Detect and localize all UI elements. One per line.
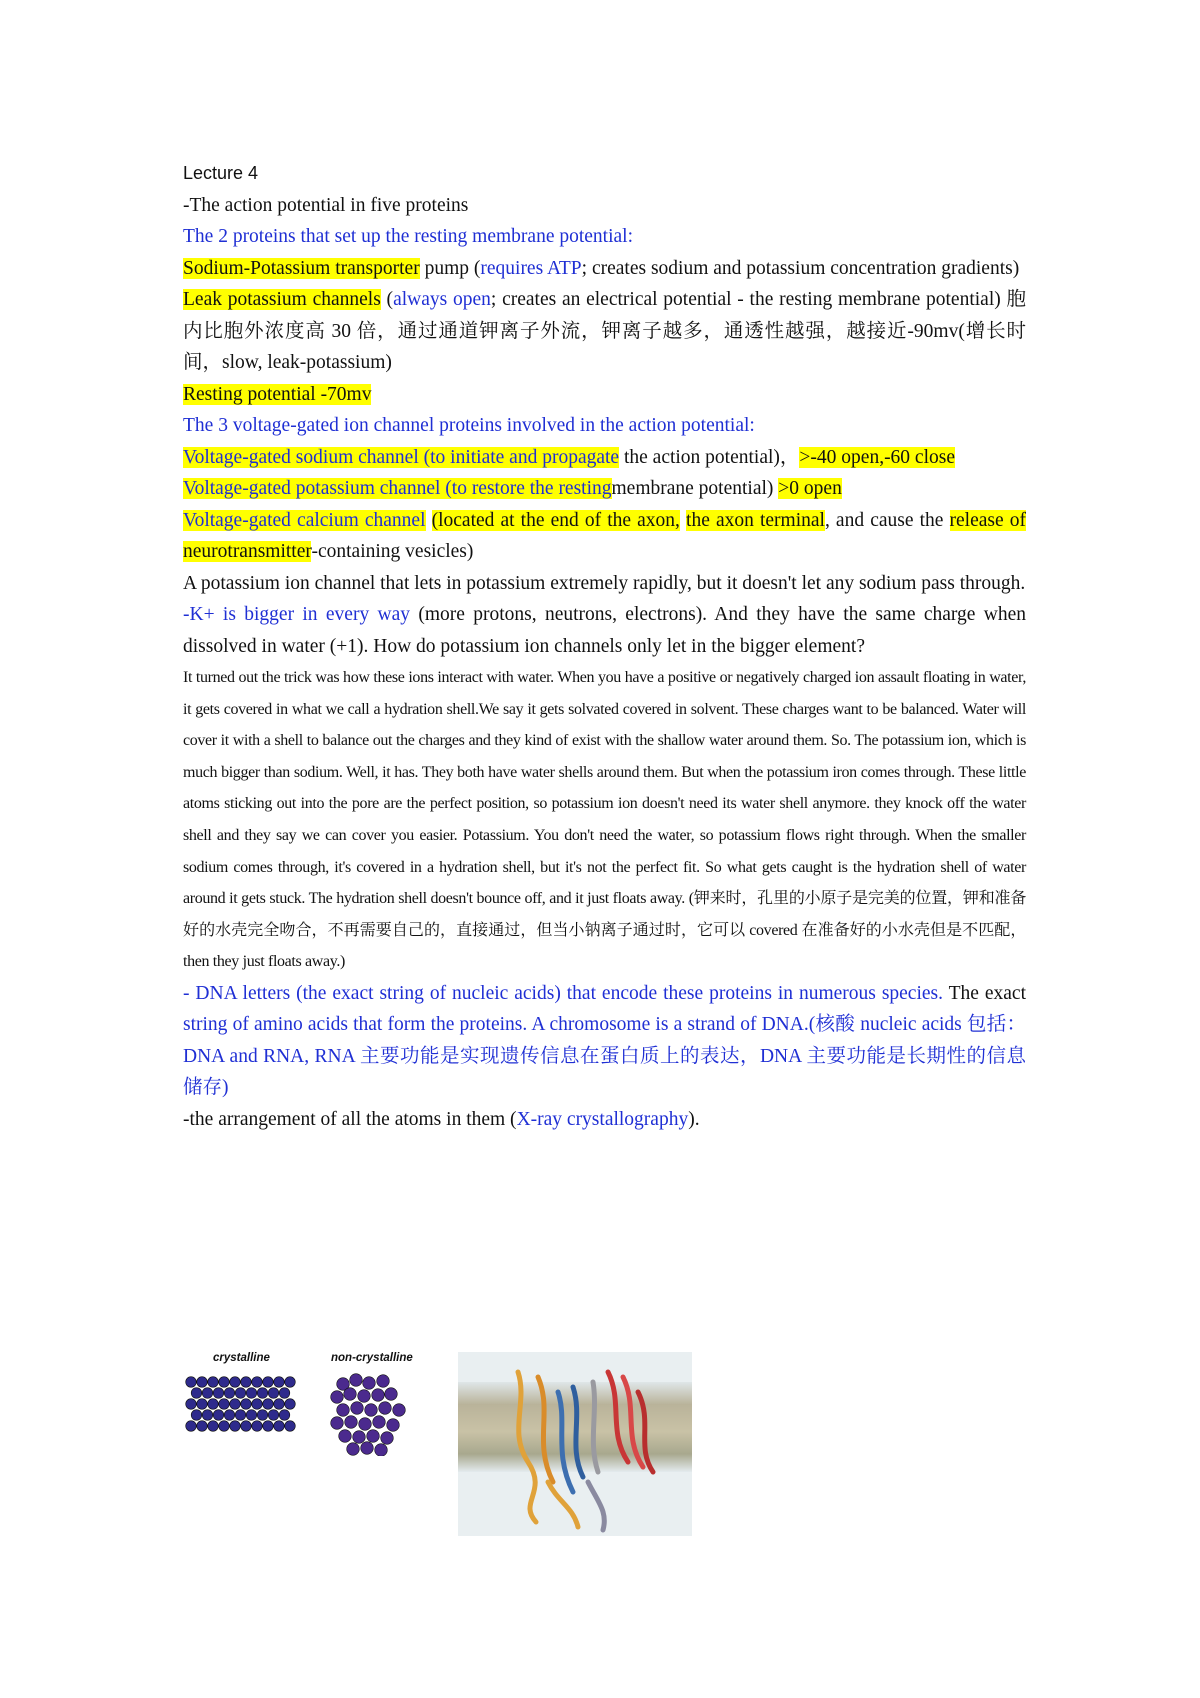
crystalline-atom — [235, 1388, 246, 1399]
non-crystalline-atom — [331, 1391, 344, 1404]
vg-potassium-name: Voltage-gated potassium channel (to restore the resting — [183, 478, 612, 499]
crystalline-atom — [186, 1377, 197, 1388]
crystalline-atom — [219, 1399, 230, 1410]
non-crystalline-atom — [339, 1430, 352, 1443]
crystalline-atom — [241, 1399, 252, 1410]
crystalline-atom — [274, 1421, 285, 1432]
crystalline-atom — [257, 1410, 268, 1421]
lecture-title: Lecture 4 — [183, 163, 259, 183]
dna-amino: string of amino acids that form the proteins. A chromosome is a strand of DNA.(核酸 nucleic acids 包括：DNA and RNA, RNA 主要功能是实现遗传信息在蛋白质上的表达，DNA 主要功能是长期性的信息储存) — [183, 1014, 1026, 1099]
crystalline-atom — [224, 1410, 235, 1421]
crystalline-atom — [230, 1399, 241, 1410]
resting-potential: Resting potential -70mv — [183, 383, 372, 405]
crystalline-atom — [263, 1377, 274, 1388]
vg-calcium-vesicles: -containing vesicles) — [311, 541, 474, 562]
non-crystalline-atom — [345, 1416, 358, 1429]
crystalline-atom — [219, 1377, 230, 1388]
non-crystalline-atom — [379, 1402, 392, 1415]
non-crystalline-atom — [353, 1431, 366, 1444]
non-crystalline-label: non-crystalline — [331, 1352, 413, 1364]
non-crystalline-atom — [350, 1374, 363, 1387]
vg-calcium-release: release of neurotransmitter — [183, 509, 1026, 562]
crystalline-atom — [241, 1377, 252, 1388]
vg-sodium-paragraph — [183, 442, 1026, 474]
crystalline-atom — [208, 1377, 219, 1388]
crystalline-atom — [186, 1421, 197, 1432]
crystalline-atom — [224, 1388, 235, 1399]
hydration-explanation: It turned out the trick was how these ions interact with water. When you have a positive or negatively charged ion assault floating in water, it gets covered in what we call a hydration shell.We say it gets solvated covered in solvent. These charges want to be balanced. Water will cover it with a shell to balance out the charges and they kind of exist with the shallow water around them. So. The potassium ion, which is much bigger than sodium. Well, it has. They both have water shells around them. But when the potassium iron comes through. These little atoms sticking out into the pore are the perfect position, so potassium ion doesn't need its water shell anymore. they knock off the water shell and they say we can cover you easier. Potassium. You don't need the water, so potassium flows right through. When the smaller sodium comes through, it's covered in a hydration shell, but it's not the perfect fit. So what gets caught is the hydration shell of water around it gets stuck. The hydration shell doesn't bounce off, and it just floats away. (钾来时，孔里的小原子是完美的位置，钾和准备好的水壳完全吻合，不再需要自己的，直接通过，但当小钠离子通过时，它可以 covered 在准备好的小水壳但是不匹配，then they just floats away.) — [183, 669, 1026, 971]
non-crystalline-atom — [377, 1375, 390, 1388]
vg-calcium-location: (located at the end of the axon, — [431, 509, 680, 531]
vg-calcium-name: Voltage-gated calcium channel — [183, 509, 426, 531]
leak-open-pre: ( — [380, 289, 394, 310]
crystalline-atoms — [186, 1377, 296, 1432]
crystalline-atom — [197, 1421, 208, 1432]
xray-crystallography: X-ray crystallography — [516, 1108, 689, 1130]
crystalline-atom — [279, 1410, 290, 1421]
arrangement-end: ). — [688, 1108, 700, 1130]
non-crystalline-atom — [393, 1404, 406, 1417]
vg-calcium-terminal: the axon terminal — [686, 509, 825, 531]
pump-requires: requires ATP — [480, 257, 582, 279]
arrangement-paragraph — [183, 1104, 1026, 1136]
arrangement-text: -the arrangement of all the atoms in them ( — [183, 1108, 517, 1130]
crystalline-atom — [219, 1421, 230, 1432]
non-crystalline-atom — [381, 1432, 394, 1445]
non-crystalline-atom — [351, 1402, 364, 1415]
crystalline-atom — [263, 1399, 274, 1410]
crystalline-atom — [191, 1410, 202, 1421]
crystalline-atom — [213, 1410, 224, 1421]
pump-rest: ; creates sodium and potassium concentration gradients) — [581, 257, 1020, 279]
non-crystalline-atom — [375, 1444, 388, 1456]
crystalline-atom — [230, 1377, 241, 1388]
k-bigger-rest: (more protons, neutrons, electrons). And they have the same charge when dissolved in water (+1). How do potassium ion channels only let in the bigger element? — [183, 604, 1026, 657]
crystalline-atom — [246, 1410, 257, 1421]
leak-paragraph — [183, 284, 1026, 379]
crystalline-atom — [263, 1421, 274, 1432]
pump-paragraph — [183, 253, 1026, 285]
crystalline-label: crystalline — [213, 1352, 270, 1364]
non-crystalline-diagram — [323, 1370, 415, 1456]
vg-sodium-threshold: >-40 open,-60 close — [799, 446, 956, 468]
vg-sodium-name: Voltage-gated sodium channel (to initiate and propagate — [183, 446, 620, 468]
non-crystalline-atom — [363, 1377, 376, 1390]
non-crystalline-atom — [387, 1419, 400, 1432]
vg-potassium-paragraph — [183, 473, 1026, 505]
crystalline-atom — [197, 1399, 208, 1410]
crystalline-atom — [202, 1410, 213, 1421]
crystalline-atom — [279, 1388, 290, 1399]
non-crystalline-atom — [344, 1388, 357, 1401]
dna-letters: - DNA letters (the exact string of nucleic acids) that encode these proteins in numerous species. — [183, 982, 944, 1004]
crystalline-diagram — [183, 1374, 298, 1440]
crystalline-atom — [230, 1421, 241, 1432]
dna-paragraph — [183, 978, 1026, 1104]
pump-word: pump ( — [419, 257, 481, 279]
pump-name: Sodium-Potassium transporter — [183, 257, 420, 279]
crystalline-atom — [252, 1377, 263, 1388]
figures-row — [183, 1352, 1026, 1552]
crystalline-atom — [257, 1388, 268, 1399]
non-crystalline-atom — [385, 1388, 398, 1401]
non-crystalline-atom — [372, 1389, 385, 1402]
non-crystalline-atom — [361, 1442, 374, 1455]
non-crystalline-atom — [337, 1404, 350, 1417]
crystalline-atom — [208, 1421, 219, 1432]
vg-calcium-cause: , and cause the — [824, 509, 950, 531]
leak-open: always open — [393, 289, 491, 310]
non-crystalline-atoms — [331, 1374, 406, 1456]
crystalline-atom — [285, 1399, 296, 1410]
crystalline-atom — [274, 1377, 285, 1388]
crystalline-atom — [191, 1388, 202, 1399]
vg-potassium-mid: membrane potential) — [611, 478, 779, 499]
crystalline-atom — [208, 1399, 219, 1410]
k-bigger-paragraph — [183, 599, 1026, 662]
vg-potassium-threshold: >0 open — [778, 478, 842, 499]
crystalline-atom — [274, 1399, 285, 1410]
crystalline-atom — [241, 1421, 252, 1432]
non-crystalline-atom — [359, 1418, 372, 1431]
k-channel-paragraph: A potassium ion channel that lets in potassium extremely rapidly, but it doesn't let any sodium pass through. — [183, 572, 1026, 594]
leak-rest: ; creates an electrical potential - the resting membrane potential) 胞内比胞外浓度高 30 倍，通过通道钾离子外流，钾离子越多，通透性越强，越接近-90mv(增长时间，slow, leak-potassium) — [183, 289, 1027, 373]
non-crystalline-atom — [347, 1443, 360, 1456]
vg-sodium-mid: the action potential)， — [619, 446, 800, 468]
crystalline-atom — [252, 1421, 263, 1432]
crystalline-atom — [285, 1377, 296, 1388]
crystalline-atom — [213, 1388, 224, 1399]
dna-exact: The exact — [943, 982, 1026, 1004]
vg-calcium-paragraph — [183, 505, 1026, 568]
non-crystalline-atom — [358, 1390, 371, 1403]
crystalline-atom — [202, 1388, 213, 1399]
voltage-gated-heading: The 3 voltage-gated ion channel proteins involved in the action potential: — [183, 415, 755, 436]
leak-name: Leak potassium channels — [183, 289, 381, 310]
non-crystalline-atom — [331, 1417, 344, 1430]
non-crystalline-atom — [373, 1416, 386, 1429]
k-bigger-highlight: -K+ is bigger in every way — [183, 604, 411, 625]
document-page — [183, 158, 1026, 1135]
vg-calcium-sep1 — [426, 510, 432, 531]
ion-channel-protein-image — [458, 1352, 692, 1536]
crystalline-atom — [268, 1410, 279, 1421]
lecture-subtitle: -The action potential in five proteins — [183, 194, 469, 216]
non-crystalline-atom — [365, 1404, 378, 1417]
crystalline-atom — [197, 1377, 208, 1388]
crystalline-atom — [268, 1388, 279, 1399]
crystalline-atom — [246, 1388, 257, 1399]
crystalline-atom — [252, 1399, 263, 1410]
resting-potential-line — [183, 379, 1026, 411]
non-crystalline-atom — [367, 1430, 380, 1443]
crystalline-atom — [235, 1410, 246, 1421]
crystalline-atom — [186, 1399, 197, 1410]
resting-proteins-heading: The 2 proteins that set up the resting membrane potential: — [183, 226, 634, 247]
crystalline-atom — [285, 1421, 296, 1432]
